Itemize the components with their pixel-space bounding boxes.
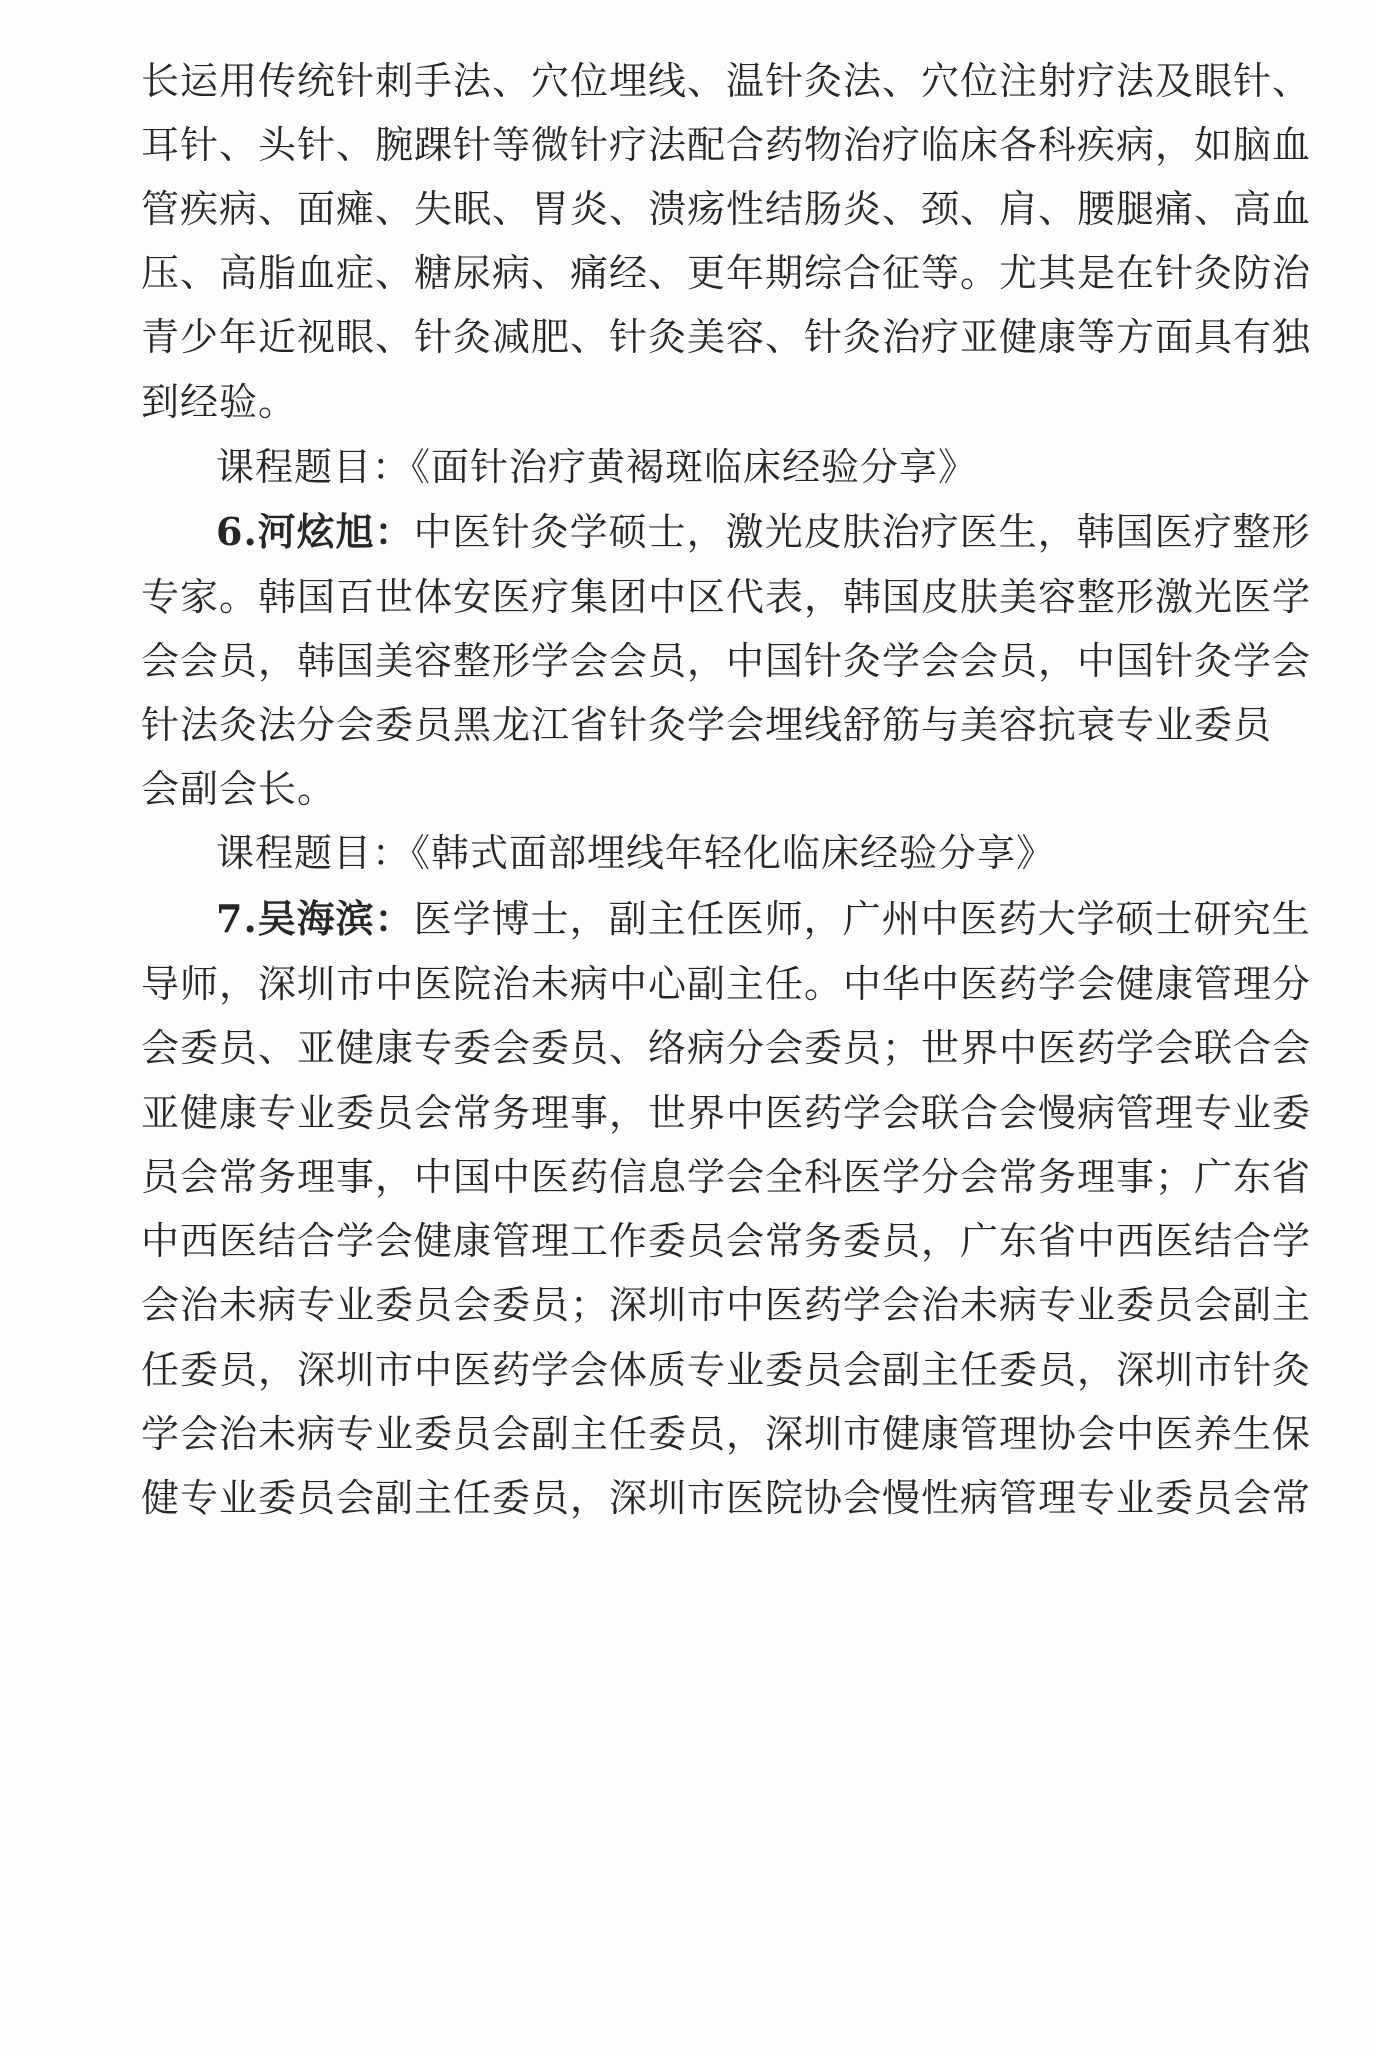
speaker-7-name: 7.吴海滨：	[216, 896, 414, 941]
text-line: 压、高脂血症、糖尿病、痛经、更年期综合征等。尤其是在针灸防治	[141, 251, 1312, 295]
speaker-6-name: 6.河炫旭：	[216, 509, 414, 554]
text-line: 长运用传统针刺手法、穴位埋线、温针灸法、穴位注射疗法及眼针、	[141, 59, 1312, 103]
text-line: 导师，深圳市中医院治未病中心副主任。中华中医药学会健康管理分	[141, 962, 1312, 1006]
text-line: 会委员、亚健康专委会委员、络病分会委员；世界中医药学会联合会	[141, 1026, 1312, 1070]
speaker-7-first-line	[216, 895, 1316, 943]
speaker-6-first-line	[216, 508, 1316, 556]
text-line: 健专业委员会副主任委员，深圳市医院协会慢性病管理专业委员会常	[141, 1476, 1312, 1520]
text-line: 会会员，韩国美容整形学会会员，中国针灸学会会员，中国针灸学会	[141, 639, 1312, 683]
speaker-7-intro: 医学博士，副主任医师，广州中医药大学硕士研究生	[413, 897, 1311, 941]
text-line: 耳针、头针、腕踝针等微针疗法配合药物治疗临床各科疾病，如脑血	[141, 123, 1312, 167]
text-line: 任委员，深圳市中医药学会体质专业委员会副主任委员，深圳市针灸	[141, 1348, 1312, 1392]
text-line: 员会常务理事，中国中医药信息学会全科医学分会常务理事；广东省	[141, 1155, 1312, 1199]
text-line: 会副会长。	[141, 767, 337, 811]
text-line: 会治未病专业委员会委员；深圳市中医药学会治未病专业委员会副主	[141, 1283, 1312, 1327]
text-line: 中西医结合学会健康管理工作委员会常务委员，广东省中西医结合学	[141, 1219, 1312, 1263]
text-line: 到经验。	[141, 380, 298, 424]
course-title-6: 课程题目：《韩式面部埋线年轻化临床经验分享》	[216, 831, 1056, 875]
text-line: 专家。韩国百世体安医疗集团中区代表，韩国皮肤美容整形激光医学	[141, 575, 1312, 619]
speaker-6-intro: 中医针灸学硕士，激光皮肤治疗医生，韩国医疗整形	[413, 510, 1311, 554]
text-line: 亚健康专业委员会常务理事，世界中医药学会联合会慢病管理专业委	[141, 1091, 1312, 1135]
text-line: 学会治未病专业委员会副主任委员，深圳市健康管理协会中医养生保	[141, 1412, 1312, 1456]
text-line: 管疾病、面瘫、失眠、胃炎、溃疡性结肠炎、颈、肩、腰腿痛、高血	[141, 187, 1312, 231]
text-line: 青少年近视眼、针灸减肥、针灸美容、针灸治疗亚健康等方面具有独	[141, 315, 1312, 359]
course-title-5: 课程题目：《面针治疗黄褐斑临床经验分享》	[216, 445, 978, 489]
text-line: 针法灸法分会委员黑龙江省针灸学会埋线舒筋与美容抗衰专业委员	[141, 703, 1273, 747]
